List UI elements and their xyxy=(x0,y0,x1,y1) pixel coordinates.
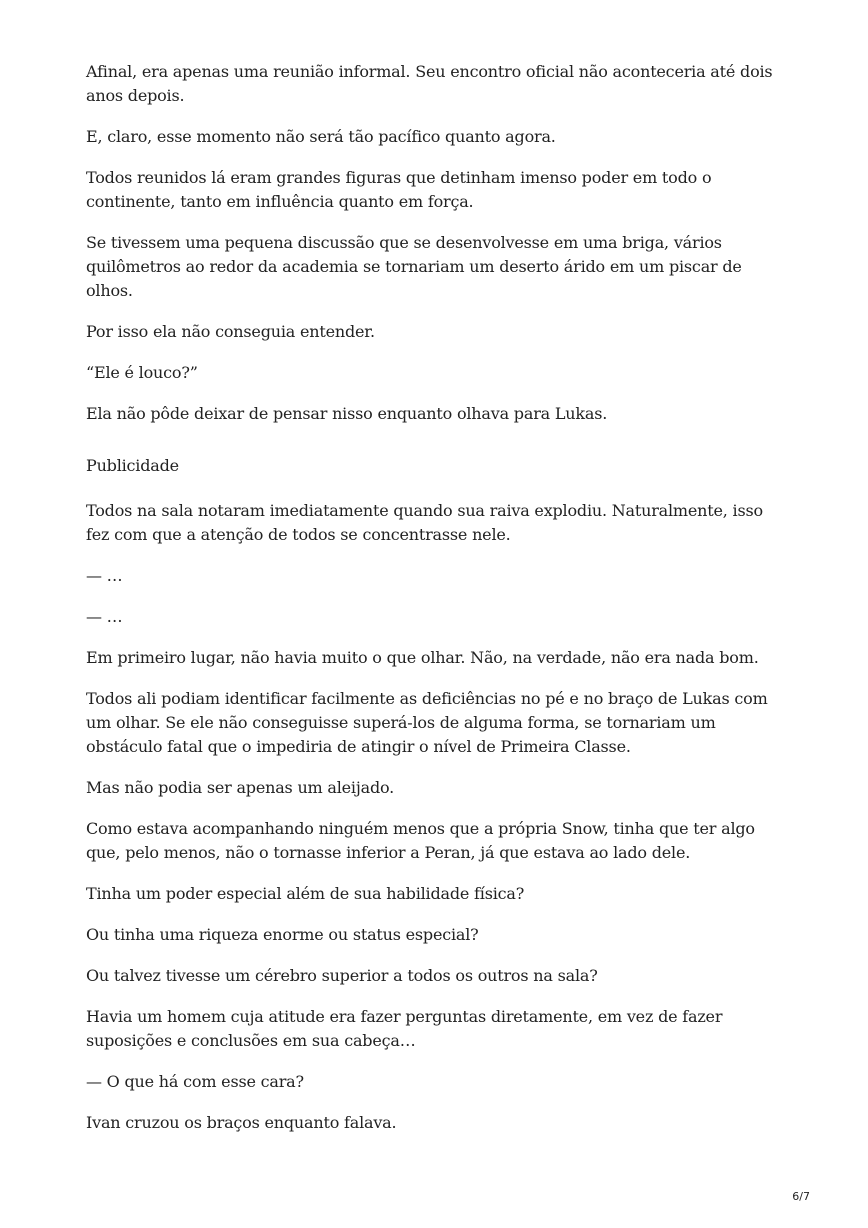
paragraph: Em primeiro lugar, não havia muito o que olhar. Não, na verdade, não era nada bom. xyxy=(86,648,759,667)
paragraph: E, claro, esse momento não será tão pacífico quanto agora. xyxy=(86,127,556,146)
paragraph: Como estava acompanhando ninguém menos que a própria Snow, tinha que ter algo que, pelo menos, não o tornasse inferior a Peran, já que estava ao lado dele. xyxy=(86,819,755,862)
paragraph: Afinal, era apenas uma reunião informal. Seu encontro oficial não aconteceria até dois anos depois. xyxy=(86,62,773,105)
paragraph: Todos ali podiam identificar facilmente as deficiências no pé e no braço de Lukas com um olhar. Se ele não conseguisse superá-los de alguma forma, se tornariam um obstáculo fatal que o impediria de atingir o nível de Primeira Classe. xyxy=(86,689,768,756)
paragraph: “Ele é louco?” xyxy=(86,363,198,382)
paragraph: Todos reunidos lá eram grandes figuras que detinham imenso poder em todo o continente, tanto em influência quanto em força. xyxy=(86,168,712,211)
paragraph: Havia um homem cuja atitude era fazer perguntas diretamente, em vez de fazer suposições e conclusões em sua cabeça… xyxy=(86,1007,723,1050)
paragraph: Ou tinha uma riqueza enorme ou status especial? xyxy=(86,925,479,944)
paragraph: Mas não podia ser apenas um aleijado. xyxy=(86,778,395,797)
paragraph: Todos na sala notaram imediatamente quando sua raiva explodiu. Naturalmente, isso fez com que a atenção de todos se concentrasse nele. xyxy=(86,501,763,544)
paragraph: Tinha um poder especial além de sua habilidade física? xyxy=(86,884,525,903)
paragraph: — O que há com esse cara? xyxy=(86,1072,304,1091)
page-number: 6/7 xyxy=(792,1190,810,1203)
paragraph: Ela não pôde deixar de pensar nisso enquanto olhava para Lukas. xyxy=(86,404,608,423)
paragraph: Ou talvez tivesse um cérebro superior a todos os outros na sala? xyxy=(86,966,598,985)
advertisement-label: Publicidade xyxy=(86,456,179,475)
paragraph: Ivan cruzou os braços enquanto falava. xyxy=(86,1113,397,1132)
paragraph: — … xyxy=(86,566,123,585)
document-body xyxy=(86,60,786,1152)
paragraph: — … xyxy=(86,607,123,626)
paragraph: Por isso ela não conseguia entender. xyxy=(86,322,375,341)
paragraph: Se tivessem uma pequena discussão que se desenvolvesse em uma briga, vários quilômetros ao redor da academia se tornariam um deserto árido em um piscar de olhos. xyxy=(86,233,742,300)
